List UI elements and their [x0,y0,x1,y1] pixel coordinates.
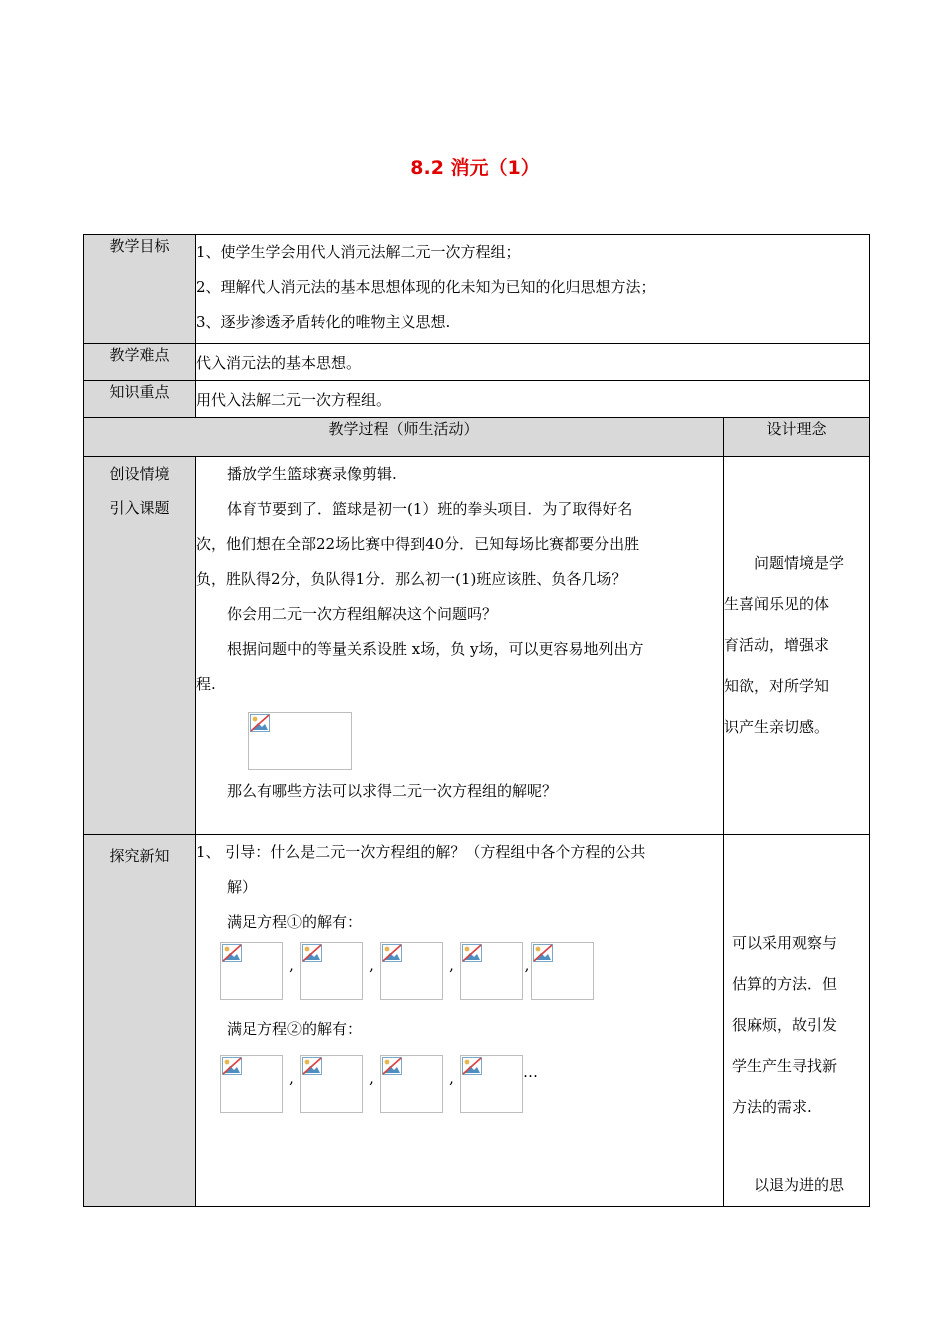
paragraph: 那么有哪些方法可以求得二元一次方程组的解呢？ [227,782,558,800]
broken-image-icon [460,1055,523,1113]
concept-line: 方法的需求. [732,1098,812,1116]
paragraph: 满足方程②的解有： [227,1020,363,1038]
header-row [84,418,870,457]
concept-line: 问题情境是学 [754,554,845,572]
difficulty-row [84,344,870,381]
broken-image-icon [380,1055,443,1113]
paragraph-line: 程. [196,675,216,693]
concept-line: 以退为进的思 [754,1176,845,1194]
paragraph: 满足方程①的解有： [227,913,363,931]
section2-process [196,835,724,1207]
comma: , [289,1069,294,1087]
difficulty-label: 教学难点 [84,344,196,381]
equation1-solutions [220,942,723,1000]
concept-line: 识产生亲切感。 [724,718,830,736]
lesson-plan-table [83,234,870,1207]
comma: , [289,956,294,974]
comma: , [449,956,454,974]
goal-item: 3、逐步渗透矛盾转化的唯物主义思想. [196,313,451,331]
concept-line: 知欲，对所学知 [724,677,830,695]
page-title: 8.2 消元（1） [410,157,540,179]
concept-line: 育活动，增强求 [724,636,830,654]
comma: , [449,1069,454,1087]
broken-image-icon [220,1055,283,1113]
paragraph-line: 体育节要到了．篮球是初一(1）班的拳头项目．为了取得好名 [227,500,633,518]
goal-item: 2、理解代人消元法的基本思想体现的化未知为已知的化归思想方法； [196,278,656,296]
broken-image-icon [220,942,283,1000]
broken-image-icon [300,942,363,1000]
comma: , [369,956,374,974]
ellipsis: … [523,1063,538,1081]
section1-row [84,457,870,835]
goals-row [84,235,870,344]
broken-image-icon [531,942,594,1000]
concept-line: 估算的方法．但 [732,975,838,993]
paragraph-line: 负，胜队得2分，负队得1分．那么初一(1)班应该胜、负各几场？ [196,570,627,588]
section2-row [84,835,870,1207]
concept-line: 学生产生寻找新 [732,1057,838,1075]
equation-system-image-wrap [248,712,723,770]
process-header: 教学过程（师生活动） [84,418,724,457]
goal-item: 1、使学生学会用代人消元法解二元一次方程组； [196,243,521,261]
broken-image-icon [248,712,352,770]
concept-block [732,923,861,1128]
section1-label-line: 引入课题 [109,499,170,517]
section1-label-line: 创设情境 [109,465,170,483]
comma: , [369,1069,374,1087]
broken-image-icon [460,942,523,1000]
concept-header: 设计理念 [724,418,870,457]
section1-process [196,457,724,835]
paragraph-line: 解） [227,878,258,896]
paragraph-line: 次，他们想在全部22场比赛中得到40分．已知每场比赛都要分出胜 [196,535,640,553]
paragraph-line: 1、 引导：什么是二元一次方程组的解？（方程组中各个方程的公共 [196,843,646,861]
goals-label: 教学目标 [84,235,196,344]
section1-label [84,457,196,835]
equation2-solutions [220,1055,723,1113]
focus-label: 知识重点 [84,381,196,418]
section2-label: 探究新知 [84,835,196,1207]
section1-concept [724,457,870,835]
broken-image-icon [380,942,443,1000]
concept-line: 生喜闻乐见的体 [724,595,830,613]
paragraph-line: 根据问题中的等量关系设胜 x场，负 y场，可以更容易地列出方 [227,640,644,658]
focus-row [84,381,870,418]
difficulty-text: 代入消元法的基本思想。 [196,344,870,381]
paragraph: 播放学生篮球赛录像剪辑. [227,465,397,483]
focus-text: 用代入法解二元一次方程组。 [196,381,870,418]
goals-content [196,235,870,344]
broken-image-icon [300,1055,363,1113]
concept-line: 可以采用观察与 [732,934,838,952]
paragraph: 你会用二元一次方程组解决这个问题吗？ [227,605,498,623]
comma: , [524,956,530,974]
section2-concept [724,835,870,1207]
concept-line: 很麻烦，故引发 [732,1016,838,1034]
